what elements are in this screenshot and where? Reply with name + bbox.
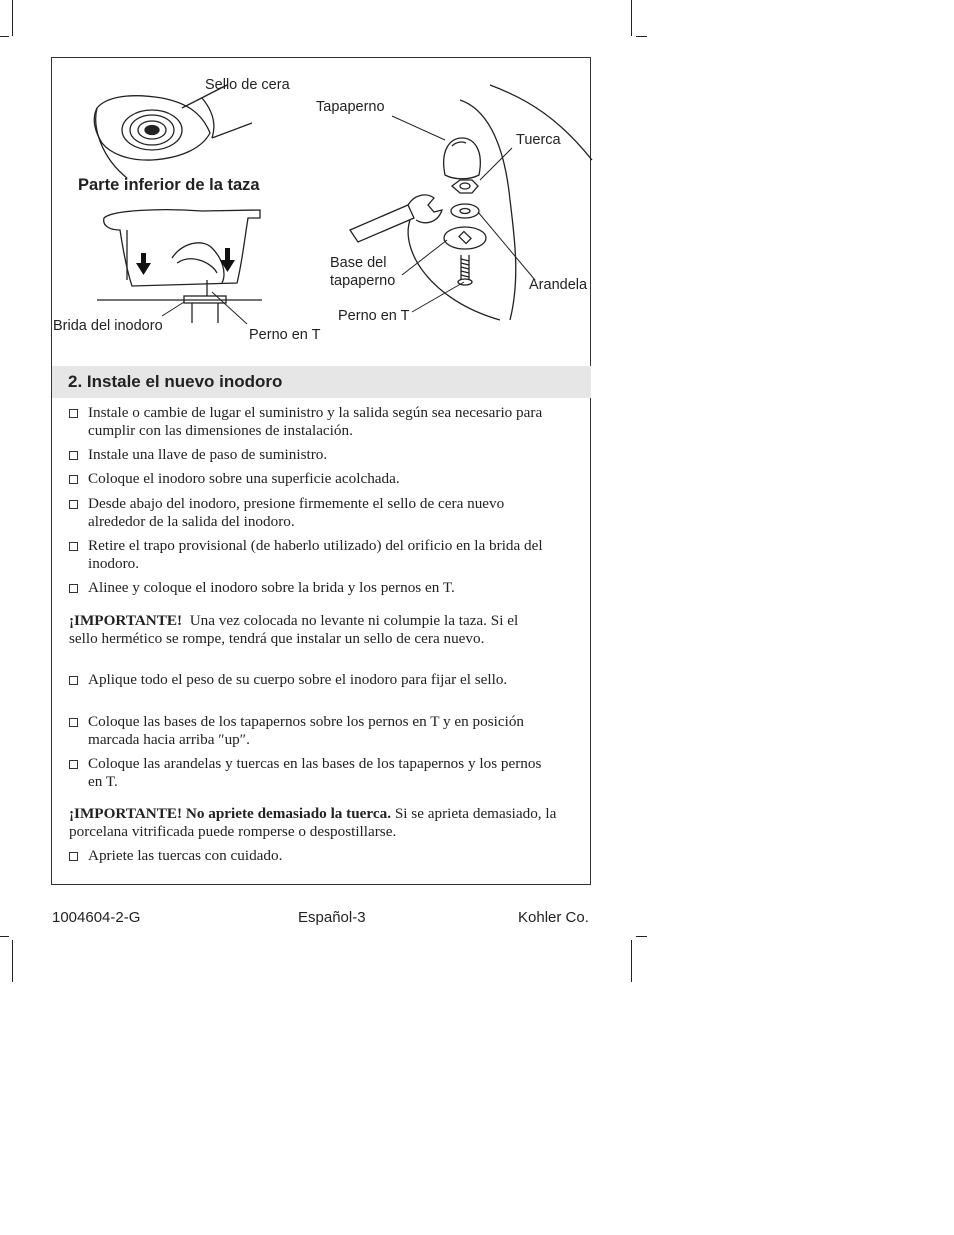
company-name: Kohler Co. [518, 909, 589, 926]
list-item: Desde abajo del inodoro, presione firmemente el sello de cera nuevo alrededor de la salida del inodoro. [69, 495, 559, 530]
label-base-line1: Base del [330, 255, 387, 271]
checkbox-icon [69, 760, 78, 769]
checkbox-icon [69, 676, 78, 685]
list-item: Coloque el inodoro sobre una superficie acolchada. [69, 470, 559, 488]
crop-mark [12, 0, 13, 36]
list-item: Instale una llave de paso de suministro. [69, 446, 559, 464]
crop-mark [12, 940, 13, 982]
checkbox-icon [69, 451, 78, 460]
important-text: Si se aprieta demasiado, la porcelana vitrificada puede romperse o despostillarse. [69, 805, 557, 840]
crop-mark [631, 940, 632, 982]
important-lead: ¡IMPORTANTE! No apriete demasiado la tuerca. [69, 805, 392, 822]
list-item: Alinee y coloque el inodoro sobre la brida y los pernos en T. [69, 579, 559, 597]
label-parte-inferior: Parte inferior de la taza [78, 176, 260, 194]
important-note [69, 805, 559, 840]
list-item: Coloque las bases de los tapapernos sobre los pernos en T y en posición marcada hacia arriba ″up″. [69, 713, 559, 748]
checkbox-icon [69, 584, 78, 593]
label-base-line2: tapaperno [330, 273, 396, 289]
page-number: Español-3 [298, 909, 366, 926]
list-item: Aplique todo el peso de su cuerpo sobre el inodoro para fijar el sello. [69, 671, 559, 689]
checkbox-icon [69, 718, 78, 727]
label-sello-de-cera: Sello de cera [205, 77, 290, 93]
important-note [69, 612, 547, 647]
label-perno-right: Perno en T [338, 308, 410, 324]
list-item: Coloque las arandelas y tuercas en las bases de los tapapernos y los pernos en T. [69, 755, 559, 790]
toilet-illustration [52, 58, 332, 358]
checkbox-icon [69, 475, 78, 484]
checkbox-icon [69, 852, 78, 861]
checkbox-icon [69, 500, 78, 509]
label-tuerca: Tuerca [516, 132, 561, 148]
label-tapaperno: Tapaperno [316, 99, 385, 115]
list-item: Apriete las tuercas con cuidado. [69, 847, 559, 865]
label-perno-left: Perno en T [249, 327, 321, 343]
checkbox-icon [69, 542, 78, 551]
bolt-cap-illustration [330, 80, 592, 340]
label-brida: Brida del inodoro [53, 318, 163, 334]
crop-mark [636, 36, 647, 37]
crop-mark [631, 0, 632, 36]
label-arandela: Arandela [529, 277, 588, 293]
crop-mark [0, 36, 9, 37]
list-item: Instale o cambie de lugar el suministro y la salida según sea necesario para cumplir con las dimensiones de instalación. [69, 404, 559, 439]
section-title: 2. Instale el nuevo inodoro [68, 372, 283, 391]
crop-mark [0, 936, 9, 937]
checkbox-icon [69, 409, 78, 418]
crop-mark [636, 936, 647, 937]
doc-number: 1004604-2-G [52, 909, 141, 926]
list-item: Retire el trapo provisional (de haberlo utilizado) del orificio en la brida del inodoro. [69, 537, 559, 572]
important-lead: ¡IMPORTANTE! [69, 612, 183, 629]
important-text: Una vez colocada no levante ni columpie la taza. Si el sello hermético se rompe, tendrá que instalar un sello de cera nuevo. [69, 612, 519, 647]
